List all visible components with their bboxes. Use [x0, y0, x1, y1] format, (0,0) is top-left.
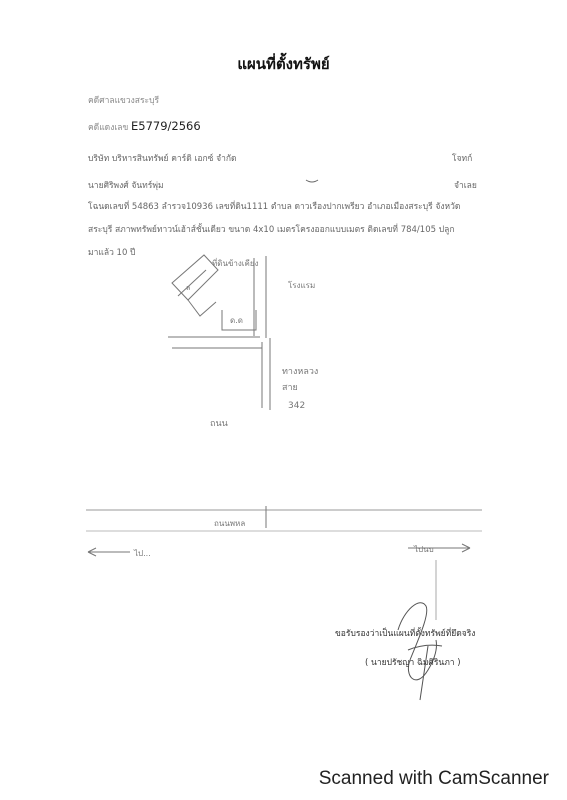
sketch-mark [306, 180, 318, 182]
certification-text: ขอรับรองว่าเป็นแผนที่ตั้งทรัพย์ที่ยึดจริง [335, 629, 476, 639]
sketch-arrow-left-label: ไป... [134, 549, 151, 558]
handwritten-signature [398, 603, 442, 700]
court-name: คดีศาลแขวงสระบุรี [88, 96, 160, 106]
sketch-arrow-right-label: ไปนบ [414, 545, 434, 554]
sketch-highway-label: ทางหลวง [282, 367, 319, 377]
property-description-line-1: โฉนดเลขที่ 54863 ลำรวจ10936 เลขที่ดิน1111 ตำบล ดาวเรืองปากเพรียว อำเภอเมืองสระบุรี จังหวัด [88, 202, 461, 212]
signer-name: ( นายปรัชญา ฉิมศิรินภา ) [365, 658, 461, 668]
property-description-line-3: มาแล้ว 10 ปี [88, 248, 136, 258]
sketch-house-label: ด.ด [230, 316, 243, 325]
sketch-top-label: ที่ดินข้างเคียง [212, 259, 259, 268]
sketch-bottom-road-label: ถนนพหล [214, 519, 246, 528]
plaintiff-name: บริษัท บริหารสินทรัพย์ คาร์ดิ เอกซ์ จำกัด [88, 154, 237, 164]
defendant-name: นายศิริพงศ์ จันทร์พุ่ม [88, 181, 164, 191]
property-description-line-2: สระบุรี สภาพทรัพย์ทาวน์เฮ้าส์ชั้นเดียว ขนาด 4x10 เมตรโครงออกแบบเมตร ติดเลขที่ 784/105 ปลูก [88, 225, 455, 235]
sketch-road-left-label: ถนน [210, 419, 228, 429]
case-number: E5779/2566 [130, 119, 201, 133]
sketch-lot-mark: ล [186, 284, 191, 292]
sketch-road-right-label: โรงแรม [288, 281, 316, 290]
case-prefix: คดีแดงเลข [88, 123, 129, 133]
defendant-role: จำเลย [454, 181, 477, 191]
sketch-highway-code: 342 [288, 401, 306, 411]
scanner-watermark: Scanned with CamScanner [318, 768, 549, 789]
sketch-lot-connector [188, 300, 216, 316]
page-title: แผนที่ตั้งทรัพย์ [237, 55, 330, 73]
plaintiff-role: โจทก์ [452, 154, 473, 164]
sketch-highway-number: สาย [282, 383, 298, 393]
